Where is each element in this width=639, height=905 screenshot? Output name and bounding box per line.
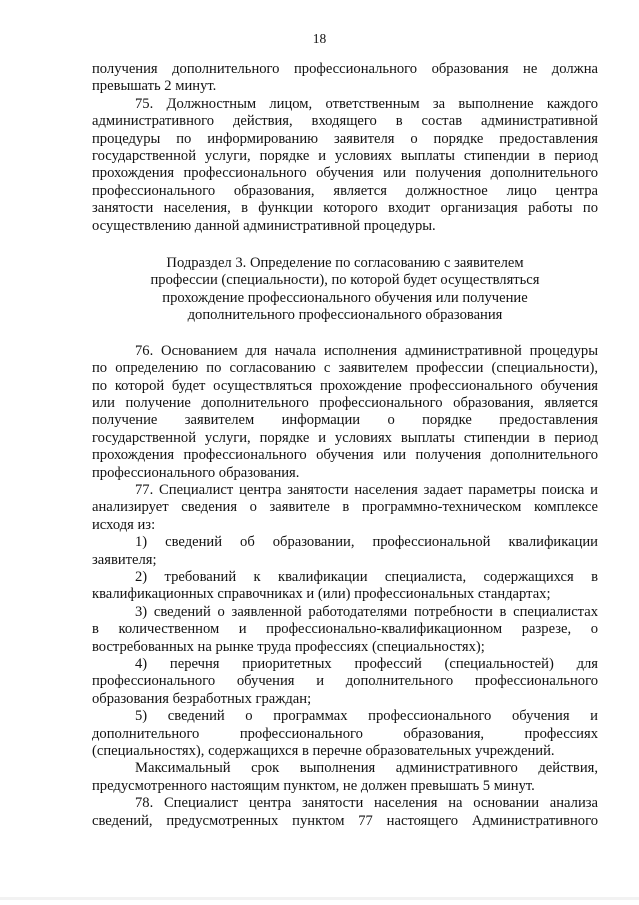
text-line: 1) сведений об образовании, профессиональной квалификации: [135, 534, 598, 551]
text-line: востребованных на рынке труда профессиях (специальностях);: [92, 638, 485, 655]
text-line: 4) перечня приоритетных профессий (специальностей) для: [135, 656, 598, 672]
text-line: получение заявителем информации о порядке предоставления: [92, 412, 598, 429]
heading-line: профессии (специальности), по которой будет осуществляться: [150, 272, 540, 289]
paragraph-78: [92, 795, 598, 830]
heading-line: Подраздел 3. Определение по согласованию с заявителем: [166, 255, 524, 272]
subsection-heading: [92, 255, 598, 325]
list-item-2: [92, 569, 598, 604]
text-line: осуществлению данной административной процедуры.: [92, 217, 436, 234]
text-line: анализирует сведения о заявителе в программно-техническом комплексе: [92, 499, 598, 516]
text-line: Максимальный срок выполнения административного действия,: [135, 760, 598, 777]
text-line: образования безработных граждан;: [92, 690, 312, 707]
max-time-paragraph: [92, 760, 598, 795]
text-line: сведений, предусмотренных пунктом 77 настоящего Административного: [92, 812, 598, 829]
text-line: 76. Основанием для начала исполнения административной процедуры: [135, 342, 598, 359]
text-line: административного действия, входящего в состав административной: [92, 113, 598, 130]
list-item-1: [92, 534, 598, 569]
list-item-5: [92, 708, 598, 760]
text-line: предусмотренного настоящим пунктом, не должен превышать 5 минут.: [92, 777, 535, 794]
text-line: прохождения профессионального обучения или получения дополнительного: [92, 165, 598, 182]
heading-line: дополнительного профессионального образования: [187, 307, 503, 324]
text-line: 77. Специалист центра занятости населения задает параметры поиска и: [135, 481, 598, 498]
text-line: государственной услуги, порядке и условиях выплаты стипендии в период: [92, 429, 598, 446]
text-line: 5) сведений о программах профессионального обучения и: [135, 708, 598, 725]
text-line: превышать 2 минут.: [92, 78, 217, 95]
paragraph-75: [92, 96, 598, 235]
text-line: 78. Специалист центра занятости населения на основании анализа: [135, 795, 598, 812]
text-line: процедуры по информированию заявителя о порядке предоставления: [92, 130, 598, 147]
text-line: профессионального образования, является должностное лицо центра: [92, 182, 598, 199]
text-line: в количественном и профессионально-квалификационном разрезе, о: [92, 621, 598, 638]
text-line: государственной услуги, порядке и условиях выплаты стипендии в период: [92, 148, 598, 165]
text-line: квалификационных справочниках и (или) профессиональных стандартах;: [92, 586, 551, 603]
paragraph-77: [92, 482, 598, 534]
page-bottom-edge: [0, 897, 639, 900]
intro-paragraph: [92, 61, 598, 96]
text-line: исходя из:: [92, 516, 156, 533]
text-line: по определению по согласованию с заявителем профессии (специальности),: [92, 360, 598, 377]
text-line: занятости населения, в функции которого входит организация работы по: [92, 200, 598, 217]
page-number: 18: [312, 31, 327, 46]
text-line: (специальностях), содержащихся в перечне образовательных учреждений.: [92, 743, 555, 760]
heading-line: прохождение профессионального обучения или получение: [162, 289, 528, 306]
text-line: профессионального обучения и дополнительного профессионального: [92, 673, 598, 690]
paragraph-76: [92, 343, 598, 482]
text-line: по которой будет осуществляться прохождение профессионального обучения: [92, 377, 598, 394]
text-line: дополнительного профессионального образования, профессиях: [92, 725, 598, 742]
list-item-3: [92, 604, 598, 656]
list-item-4: [92, 656, 598, 708]
text-line: 2) требований к квалификации специалиста, содержащихся в: [135, 568, 598, 585]
text-line: 75. Должностным лицом, ответственным за выполнение каждого: [135, 95, 598, 112]
text-line: 3) сведений о заявленной работодателями потребности в специалистах: [135, 603, 598, 620]
text-line: профессионального образования.: [92, 464, 300, 481]
text-line: получения дополнительного профессионального образования не должна: [92, 61, 598, 77]
text-line: прохождения профессионального обучения или получения дополнительного: [92, 447, 598, 464]
text-line: или получение дополнительного профессионального образования, является: [92, 394, 598, 411]
text-line: заявителя;: [92, 551, 157, 568]
document-body: [92, 61, 598, 830]
